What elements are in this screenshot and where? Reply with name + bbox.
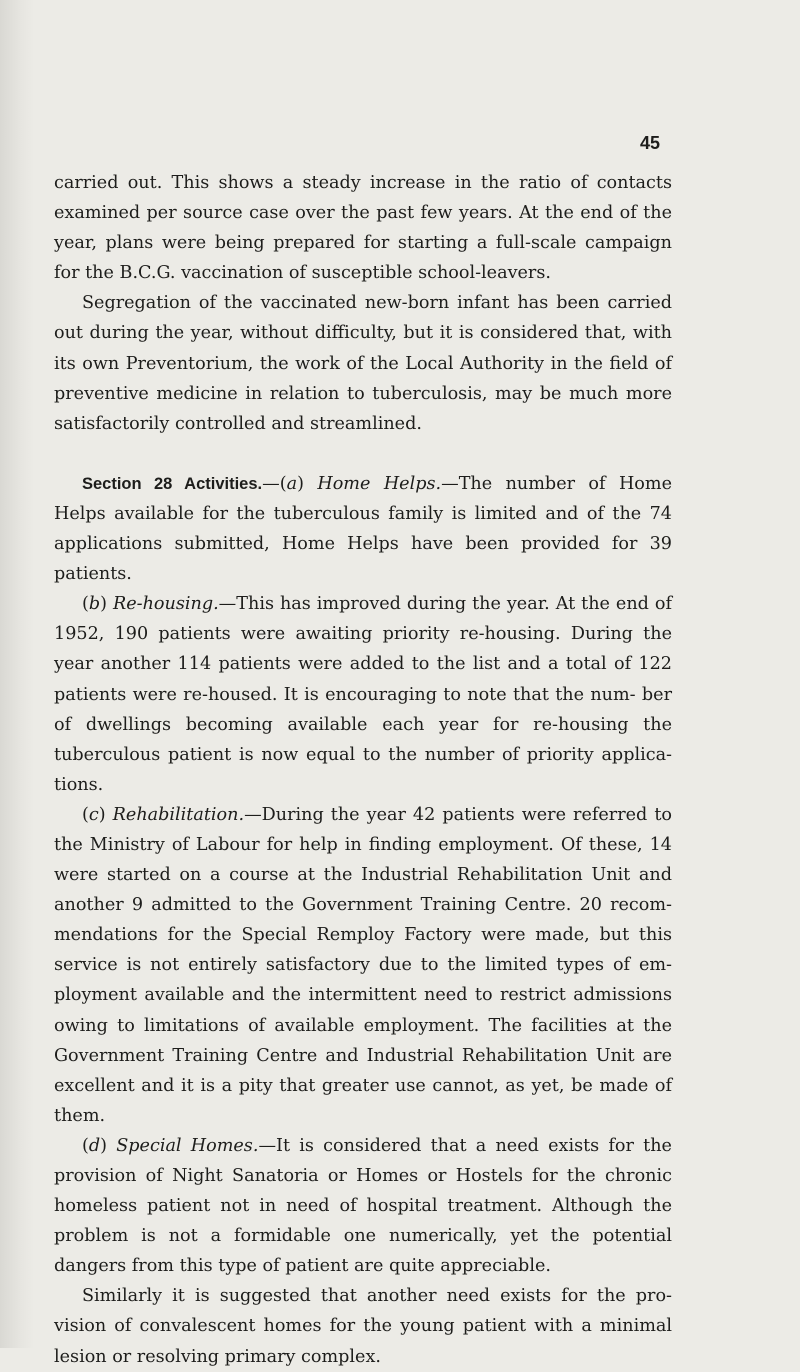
item-b-text: This has improved during the year. At the end of 1952, 190 patients were awaiting priority re-housing. During the year another 114 patients were added to the list and a total of 122 patients were re-housed. It is encouraging to note that the num- ber of dwellings becoming available each year for re-housing the tuberculous patient is now equal to the number of priority applica- tions. bbox=[54, 594, 672, 795]
section-paragraph-b: (b) Re-housing.—This has improved during the year. At the end of 1952, 190 patients were awaiting priority re-housing. During the year another 114 patients were added to the list and a total of 122 patients were re-housed. It is encouraging to note that the num- ber of dwellings becoming available each year for re-housing the tuberculous patient is now equal to the number of priority applica- tions. bbox=[54, 594, 672, 795]
page-edge-shadow bbox=[0, 0, 34, 1348]
item-d-text: It is considered that a need exists for the provision of Night Sanatoria or Homes or Hostels for the chronic homeless patient not in need of hospital treatment. Although the problem is not a formidable one numerically, yet the potential dangers from this type of patient are quite appreciable. bbox=[54, 1135, 672, 1277]
item-a-letter: a bbox=[286, 473, 298, 494]
item-c-text: During the year 42 patients were referred to the Ministry of Labour for help in finding employment. Of these, 14 were started on a course at the Industrial Rehabilitation Unit and another 9 admitted to the Government Training Centre. 20 recom- mendations for the Special Remploy Factory were made, but this service is not entirely satisfactory due to the limited types of em- ployment available and the intermittent need to restrict admissions owing to limitations of available employment. The facilities at the Government Training Centre and Industrial Rehabilitation Unit are excellent and it is a pity that greater use cannot, as yet, be made of them. bbox=[54, 804, 672, 1126]
page-number: 45 bbox=[640, 133, 661, 153]
section-heading: Section 28 Activities. bbox=[82, 474, 263, 493]
intro-paragraph-1: carried out. This shows a steady increase in the ratio of contacts examined per source case over the past few years. At the end of the year, plans were being prepared for starting a full-scale campaign for the B.C.G. vaccination of susceptible school-leavers. bbox=[54, 173, 672, 284]
section-paragraph-d: (d) Special Homes.—It is considered that a need exists for the provision of Night Sanatoria or Homes or Hostels for the chronic homeless patient not in need of hospital treatment. Although the problem is not a formidable one numerically, yet the potential dangers from this type of patient are quite appreciable. bbox=[54, 1135, 672, 1277]
closing-paragraph: Similarly it is suggested that another need exists for the pro- vision of convalescent homes for the young patient with a minimal lesion or resolving primary complex. bbox=[54, 1286, 672, 1367]
item-c-title: Rehabilitation. bbox=[112, 804, 245, 825]
item-d-title: Special Homes. bbox=[116, 1135, 259, 1156]
item-a-text: The number of Home Helps available for the tuberculous family is limited and of the 74 applications submitted, Home Helps have been provided for 39 patients. bbox=[54, 473, 672, 585]
intro-paragraph-2: Segregation of the vaccinated new-born infant has been carried out during the year, without difficulty, but it is considered that, with its own Preventorium, the work of the Local Authority in the field of preventive medicine in relation to tuberculosis, may be much more satisfactorily controlled and streamlined. bbox=[54, 293, 672, 434]
document-body bbox=[54, 168, 672, 1372]
item-c-letter: c bbox=[88, 804, 99, 825]
item-d-letter: d bbox=[88, 1135, 101, 1156]
item-b-title: Re-housing. bbox=[112, 594, 219, 615]
item-a-title: Home Helps. bbox=[317, 473, 442, 494]
item-b-letter: b bbox=[88, 594, 101, 615]
section-paragraph-a: Section 28 Activities.—(a) Home Helps.—The number of Home Helps available for the tuberculous family is limited and of the 74 applications submitted, Home Helps have been provided for 39 patients. bbox=[54, 473, 672, 585]
section-paragraph-c: (c) Rehabilitation.—During the year 42 patients were referred to the Ministry of Labour for help in finding employment. Of these, 14 were started on a course at the Industrial Rehabilitation Unit and another 9 admitted to the Government Training Centre. 20 recom- mendations for the Special Remploy Factory were made, but this service is not entirely satisfactory due to the limited types of em- ployment available and the intermittent need to restrict admissions owing to limitations of available employment. The facilities at the Government Training Centre and Industrial Rehabilitation Unit are excellent and it is a pity that greater use cannot, as yet, be made of them. bbox=[54, 804, 672, 1126]
